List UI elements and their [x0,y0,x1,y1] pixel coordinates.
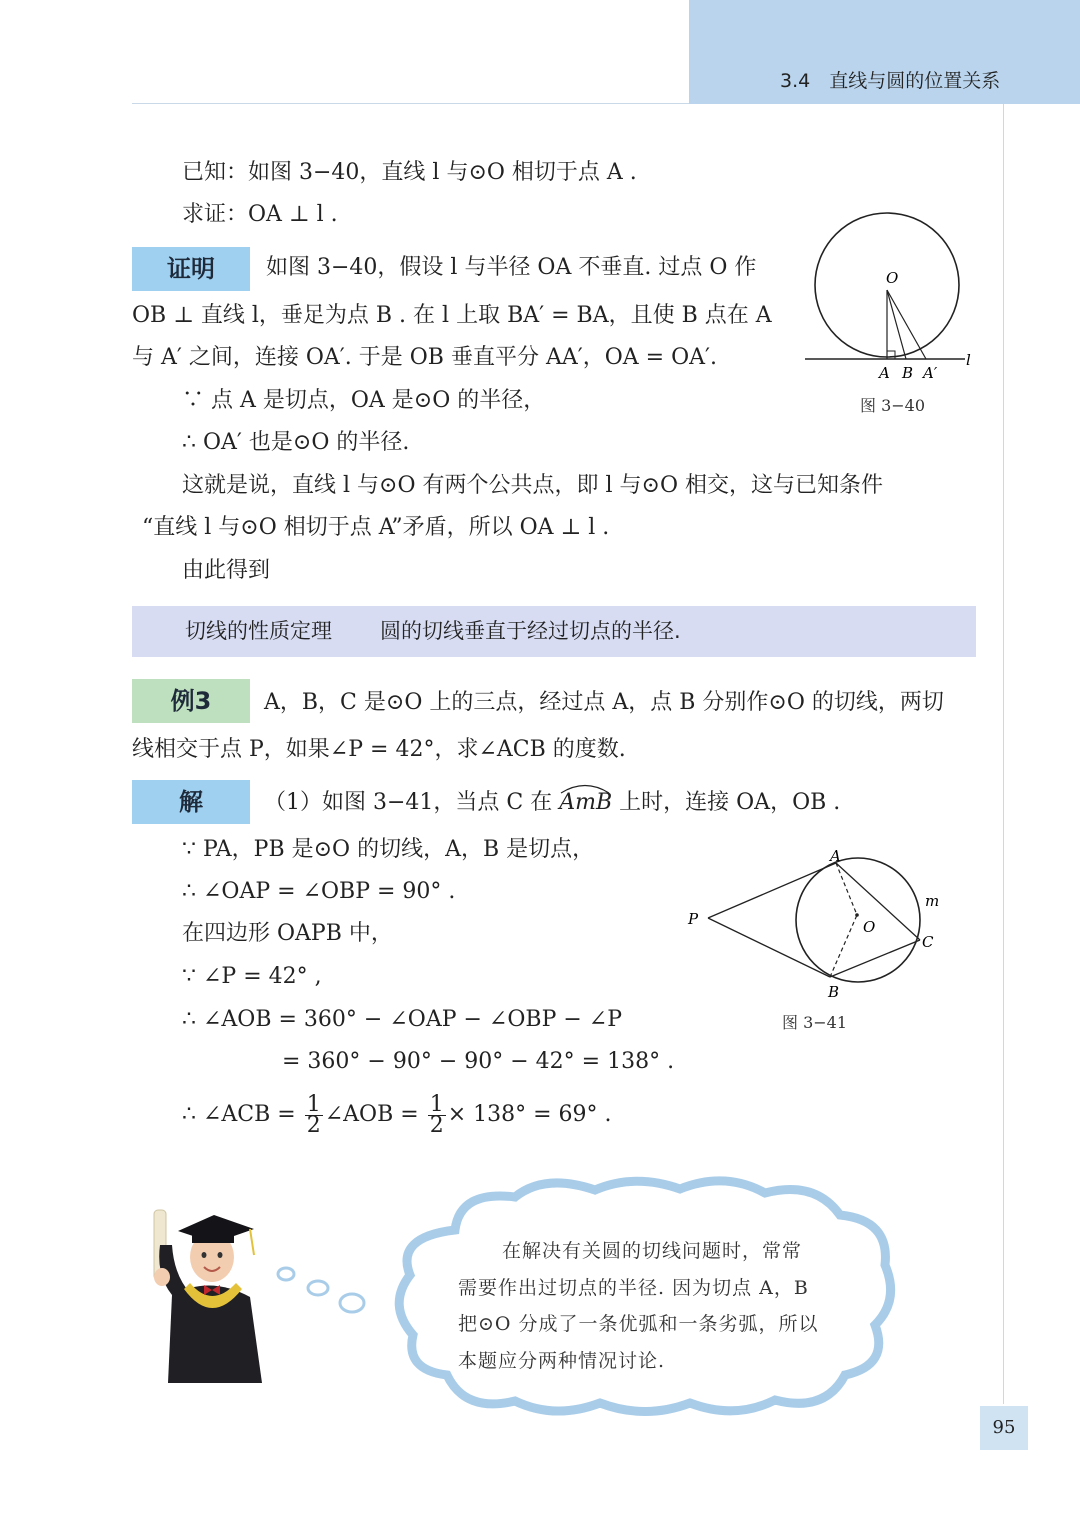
final-suffix: × 138° = 69° . [447,1102,612,1127]
section-title: 3.4 直线与圆的位置关系 [780,70,1001,92]
thought-bubbles [270,1260,380,1320]
figure-3-40-caption: 图 3−40 [860,396,926,415]
arc-amb [559,788,612,818]
label-a-prime: A′ [923,364,938,382]
fraction-numerator: 1 [306,1091,321,1117]
page-number: 95 [980,1406,1028,1450]
theorem-box [132,606,976,657]
radius-oa [836,863,857,915]
proof-line: 如图 3−40，假设 l 与半径 OA 不垂直. 过点 O 作 [266,255,757,280]
label-m: m [925,892,940,910]
proof-line: 与 A′ 之间，连接 OA′. 于是 OB 垂直平分 AA′，OA = OA′. [132,345,717,370]
figure-3-40 [800,210,980,385]
solution-line: ∴ ∠AOB = 360° − ∠OAP − ∠OBP − ∠P [182,1007,623,1032]
label-a: A [830,847,841,865]
header-divider [132,103,689,104]
arc-mark [559,782,611,794]
fraction-half [305,1091,323,1138]
cloud-line: 把⊙O 分成了一条优弧和一条劣弧，所以 [458,1313,819,1335]
fraction-numerator: 1 [429,1091,444,1117]
proof-line: ∴ OA′ 也是⊙O 的半径. [182,430,410,455]
given-statement: 已知：如图 3−40，直线 l 与⊙O 相切于点 A . [182,160,637,185]
proof-label: 证明 [132,247,250,291]
label-o: O [886,269,899,287]
theorem-name: 切线的性质定理 [185,619,332,643]
cloud-line: 本题应分两种情况讨论. [458,1350,666,1372]
right-angle-mark [887,351,895,359]
graduate-student-illustration [150,1205,275,1385]
solution-line-1 [264,788,840,818]
cloud-line: 需要作出过切点的半径. 因为切点 A，B [458,1277,809,1299]
example-line: A，B，C 是⊙O 上的三点，经过点 A，点 B 分别作⊙O 的切线，两切 [264,690,944,715]
solution-label: 解 [132,780,250,824]
solution-line-1-text: （1）如图 3−41，当点 C 在 [264,790,560,815]
proof-line: 由此得到 [182,558,271,583]
proof-line: OB ⊥ 直线 l，垂足为点 B . 在 l 上取 BA′ = BA，且使 B 点在 A [132,303,772,328]
solution-line-1-end: 上时，连接 OA，OB . [612,790,841,815]
example-line: 线相交于点 P，如果∠P = 42°，求∠ACB 的度数. [132,737,626,762]
tangent-pa [708,863,836,918]
fraction-denominator: 2 [306,1112,321,1138]
thought-bubble-small [278,1268,294,1280]
segment-oa-prime [887,290,926,359]
solution-final-line [182,1093,612,1137]
circle-o [796,858,920,982]
label-o: O [863,918,876,936]
label-l: l [966,351,971,369]
thought-bubble-medium [308,1281,328,1295]
chord-ac [836,863,920,940]
figure-3-41 [680,845,945,1005]
solution-line: ∴ ∠OAP = ∠OBP = 90° . [182,879,456,904]
tangent-pb [708,918,830,977]
proof-line: ∵ 点 A 是切点，OA 是⊙O 的半径， [182,388,546,413]
final-mid: ∠AOB = [324,1102,426,1127]
theorem-statement: 圆的切线垂直于经过切点的半径. [380,619,681,643]
cloud-line: 在解决有关圆的切线问题时，常常 [502,1240,803,1262]
segment-ob [887,290,906,359]
example-label: 例3 [132,679,250,723]
solution-line: ∵ PA，PB 是⊙O 的切线，A，B 是切点， [182,837,595,862]
fraction-half [428,1091,446,1138]
solution-line: = 360° − 90° − 90° − 42° = 138° . [282,1049,675,1074]
solution-line: ∵ ∠P = 42° , [182,964,322,989]
label-a: A [879,364,890,382]
hand [154,1268,170,1286]
final-prefix: ∴ ∠ACB = [182,1102,303,1127]
center-point [855,913,859,917]
margin-divider [1003,104,1004,1404]
label-c: C [922,933,934,951]
solution-line: 在四边形 OAPB 中， [182,921,393,946]
thought-bubble-large [340,1294,364,1312]
label-p: P [688,910,699,928]
proof-line: 这就是说，直线 l 与⊙O 有两个公共点，即 l 与⊙O 相交，这与已知条件 [182,473,883,498]
proof-line: “直线 l 与⊙O 相切于点 A”矛盾，所以 OA ⊥ l . [142,515,610,540]
label-b: B [828,983,840,1001]
prove-statement: 求证：OA ⊥ l . [182,202,338,227]
arc-label: AmB [559,790,613,815]
figure-3-41-caption: 图 3−41 [782,1013,848,1032]
fraction-denominator: 2 [429,1112,444,1138]
tassel-icon [250,1229,254,1255]
label-b: B [902,364,914,382]
